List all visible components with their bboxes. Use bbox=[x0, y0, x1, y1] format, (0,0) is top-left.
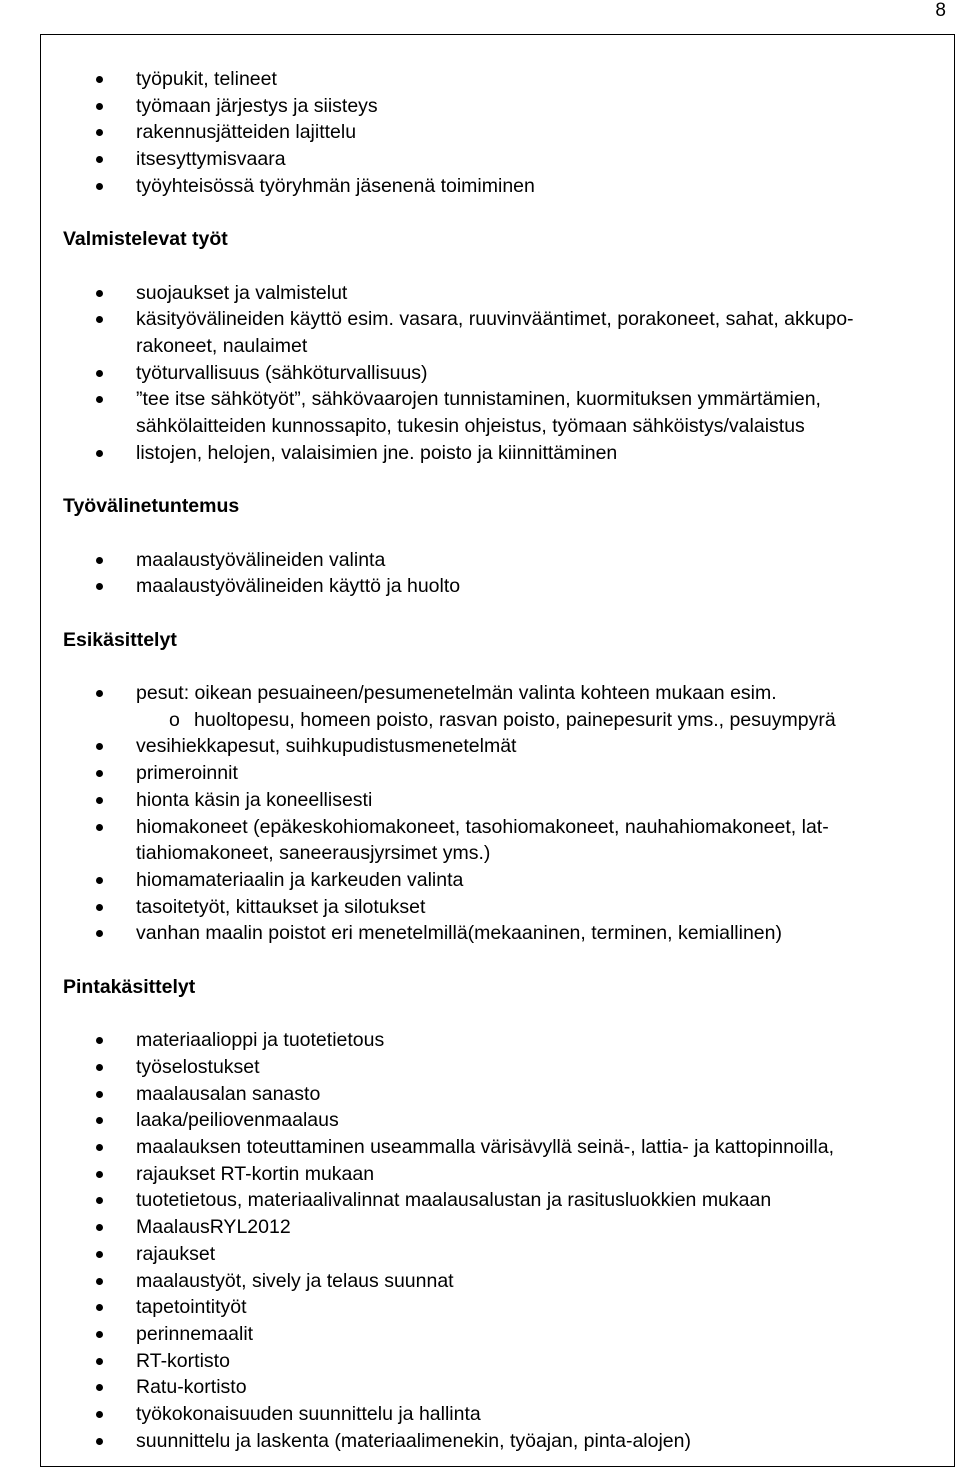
list-item: työselostukset bbox=[63, 1054, 933, 1081]
list-safety bbox=[63, 66, 933, 200]
list-item: maalauksen toteuttaminen useammalla värisävyllä seinä-, lattia- ja kattopinnoilla, bbox=[63, 1134, 933, 1161]
list-item: suunnittelu ja laskenta (materiaalimenekin, työajan, pinta-alojen) bbox=[63, 1428, 933, 1455]
list-item: maalaustyöt, sively ja telaus suunnat bbox=[63, 1268, 933, 1295]
list-item: työyhteisössä työryhmän jäsenenä toimiminen bbox=[63, 173, 933, 200]
list-item: maalausalan sanasto bbox=[63, 1081, 933, 1108]
list-item: materiaalioppi ja tuotetietous bbox=[63, 1027, 933, 1054]
list-item: rajaukset RT-kortin mukaan bbox=[63, 1161, 933, 1188]
list-item: hiomamateriaalin ja karkeuden valinta bbox=[63, 867, 933, 894]
section-heading-valmistelevat: Valmistelevat työt bbox=[63, 228, 228, 251]
list-item: Ratu-kortisto bbox=[63, 1374, 933, 1401]
list-item: hiomakoneet (epäkeskohiomakoneet, tasohiomakoneet, nauhahiomakoneet, lat- bbox=[63, 814, 933, 841]
list-item-continuation: sähkölaitteiden kunnossapito, tukesin ohjeistus, työmaan sähköistys/valaistus bbox=[136, 415, 805, 438]
list-item: vanhan maalin poistot eri menetelmillä(mekaaninen, terminen, kemiallinen) bbox=[63, 920, 933, 947]
page-number: 8 bbox=[935, 0, 946, 21]
list-item: työturvallisuus (sähköturvallisuus) bbox=[63, 360, 933, 387]
list-item: maalaustyövälineiden käyttö ja huolto bbox=[63, 573, 933, 600]
list-item: tapetointityöt bbox=[63, 1294, 933, 1321]
list-item: rajaukset bbox=[63, 1241, 933, 1268]
list-item: perinnemaalit bbox=[63, 1321, 933, 1348]
list-item: tasoitetyöt, kittaukset ja silotukset bbox=[63, 894, 933, 921]
section-heading-tyovalinetuntemus: Työvälinetuntemus bbox=[63, 495, 240, 518]
list-item: listojen, helojen, valaisimien jne. poisto ja kiinnittäminen bbox=[63, 440, 933, 467]
list-item: MaalausRYL2012 bbox=[63, 1214, 933, 1241]
section-heading-esikasittelyt: Esikäsittelyt bbox=[63, 628, 177, 651]
list-item: RT-kortisto bbox=[63, 1348, 933, 1375]
list-item: käsityövälineiden käyttö esim. vasara, ruuvinvääntimet, porakoneet, sahat, akkupo- bbox=[63, 306, 933, 333]
list-item: laaka/peiliovenmaalaus bbox=[63, 1107, 933, 1134]
list-item: rakennusjätteiden lajittelu bbox=[63, 119, 933, 146]
list-item: maalaustyövälineiden valinta bbox=[63, 547, 933, 574]
list-item: primeroinnit bbox=[63, 760, 933, 787]
list-valmistelevat bbox=[63, 280, 933, 467]
list-item-continuation: rakoneet, naulaimet bbox=[136, 335, 308, 357]
list-pintakasittelyt bbox=[63, 1027, 933, 1454]
list-item: hionta käsin ja koneellisesti bbox=[63, 787, 933, 814]
list-item: työkokonaisuuden suunnittelu ja hallinta bbox=[63, 1401, 933, 1428]
list-item: työpukit, telineet bbox=[63, 66, 933, 93]
list-item: ”tee itse sähkötyöt”, sähkövaarojen tunnistaminen, kuormituksen ymmärtämien, bbox=[63, 386, 933, 413]
list-item: itsesyttymisvaara bbox=[63, 146, 933, 173]
list-item: pesut: oikean pesuaineen/pesumenetelmän valinta kohteen mukaan esim. bbox=[63, 680, 933, 707]
list-item: tuotetietous, materiaalivalinnat maalausalustan ja rasitusluokkien mukaan bbox=[63, 1187, 933, 1214]
list-item: vesihiekkapesut, suihkupudistusmenetelmät bbox=[63, 733, 933, 760]
list-esikasittelyt bbox=[63, 680, 933, 947]
list-tyovalinetuntemus bbox=[63, 547, 933, 600]
list-item-continuation: tiahiomakoneet, saneerausjyrsimet yms.) bbox=[136, 842, 491, 865]
list-item: suojaukset ja valmistelut bbox=[63, 280, 933, 307]
list-subitem bbox=[63, 707, 933, 734]
list-subitem-text: huoltopesu, homeen poisto, rasvan poisto, painepesurit yms., pesuympyrä bbox=[194, 708, 836, 731]
list-item: työmaan järjestys ja siisteys bbox=[63, 93, 933, 120]
document-body bbox=[63, 66, 933, 1454]
section-heading-pintakasittelyt: Pintakäsittelyt bbox=[63, 975, 196, 998]
